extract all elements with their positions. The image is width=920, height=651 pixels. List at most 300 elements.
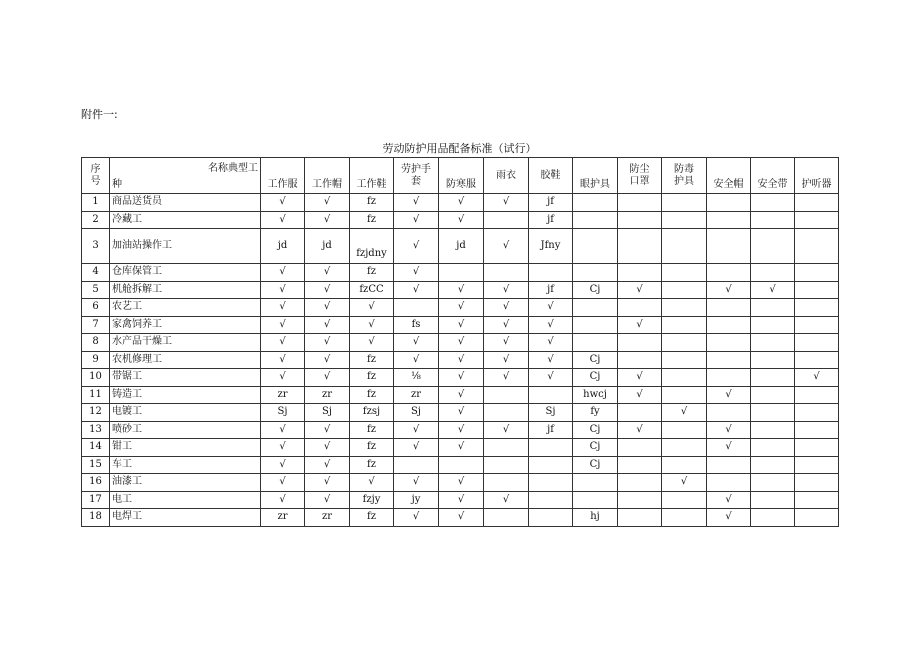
row-equipment-cell (795, 491, 839, 509)
row-equipment-cell (484, 509, 529, 527)
header-seq (82, 158, 110, 194)
header-ear-protect: 护听器 (795, 158, 839, 194)
row-equipment-cell (751, 474, 795, 492)
row-equipment-cell (751, 264, 795, 282)
row-equipment-cell: √ (618, 421, 662, 439)
row-equipment-cell: fz (350, 456, 394, 474)
row-equipment-cell: ⅛ (394, 369, 439, 387)
row-equipment-cell: fzsj (350, 404, 394, 422)
row-equipment-cell: √ (529, 369, 573, 387)
row-equipment-cell: √ (439, 404, 484, 422)
row-equipment-cell: fy (573, 404, 618, 422)
row-equipment-cell: hwcj (573, 386, 618, 404)
row-seq-cell: 2 (82, 211, 110, 229)
row-job-name-cell: 电工 (110, 491, 261, 509)
row-seq-cell: 1 (82, 194, 110, 212)
row-equipment-cell (662, 386, 707, 404)
table-row (82, 316, 839, 334)
row-equipment-cell (573, 229, 618, 264)
row-equipment-cell: fz (350, 421, 394, 439)
row-equipment-cell (529, 439, 573, 457)
row-equipment-cell: √ (484, 299, 529, 317)
row-equipment-cell (618, 194, 662, 212)
row-seq-cell: 14 (82, 439, 110, 457)
header-dust-mask-line1: 防尘 (629, 163, 650, 175)
row-equipment-cell: √ (394, 334, 439, 352)
row-equipment-cell (795, 509, 839, 527)
row-equipment-cell (662, 509, 707, 527)
header-dust-mask (618, 158, 662, 194)
row-equipment-cell (795, 386, 839, 404)
row-job-name-cell: 钳工 (110, 439, 261, 457)
row-equipment-cell: zr (305, 386, 350, 404)
row-equipment-cell (484, 386, 529, 404)
row-equipment-cell: fzCC (350, 281, 394, 299)
row-equipment-cell: √ (305, 194, 350, 212)
row-equipment-cell (751, 404, 795, 422)
row-equipment-cell (707, 474, 751, 492)
row-equipment-cell: Cj (573, 281, 618, 299)
table-row (82, 351, 839, 369)
row-equipment-cell (707, 299, 751, 317)
row-equipment-cell (751, 491, 795, 509)
header-gas-protect (662, 158, 707, 194)
row-equipment-cell: Cj (573, 456, 618, 474)
row-equipment-cell (795, 316, 839, 334)
row-equipment-cell (751, 316, 795, 334)
row-equipment-cell: √ (350, 334, 394, 352)
row-job-name-cell: 电镀工 (110, 404, 261, 422)
row-equipment-cell: √ (261, 281, 305, 299)
row-equipment-cell (618, 211, 662, 229)
table-row (82, 509, 839, 527)
row-equipment-cell: √ (439, 299, 484, 317)
row-equipment-cell (751, 421, 795, 439)
row-job-name-cell: 油漆工 (110, 474, 261, 492)
row-equipment-cell (573, 264, 618, 282)
row-seq-cell: 15 (82, 456, 110, 474)
row-equipment-cell (662, 369, 707, 387)
row-equipment-cell: √ (305, 456, 350, 474)
row-equipment-cell: √ (305, 299, 350, 317)
row-equipment-cell: √ (529, 351, 573, 369)
row-equipment-cell (573, 491, 618, 509)
row-equipment-cell (662, 281, 707, 299)
row-seq-cell: 13 (82, 421, 110, 439)
row-equipment-cell (707, 229, 751, 264)
row-equipment-cell (529, 456, 573, 474)
row-equipment-cell (573, 211, 618, 229)
row-equipment-cell (618, 404, 662, 422)
row-job-name-cell: 水产品干燥工 (110, 334, 261, 352)
row-equipment-cell: fz (350, 264, 394, 282)
row-equipment-cell (795, 264, 839, 282)
row-equipment-cell: √ (484, 316, 529, 334)
row-equipment-cell (529, 474, 573, 492)
row-equipment-cell (618, 456, 662, 474)
table-row (82, 404, 839, 422)
table-row (82, 194, 839, 212)
row-equipment-cell (529, 509, 573, 527)
row-equipment-cell (618, 439, 662, 457)
row-equipment-cell (618, 299, 662, 317)
row-equipment-cell (662, 421, 707, 439)
row-equipment-cell: fz (350, 386, 394, 404)
row-job-name-cell: 商品送货员 (110, 194, 261, 212)
row-equipment-cell: √ (394, 264, 439, 282)
row-job-name-cell: 电焊工 (110, 509, 261, 527)
row-equipment-cell: Sj (394, 404, 439, 422)
row-equipment-cell (751, 369, 795, 387)
table-row (82, 229, 839, 264)
row-seq-cell: 16 (82, 474, 110, 492)
row-equipment-cell (795, 194, 839, 212)
row-equipment-cell: zr (261, 386, 305, 404)
row-equipment-cell (394, 299, 439, 317)
row-seq-cell: 8 (82, 334, 110, 352)
header-dust-mask-line2: 口罩 (629, 175, 650, 187)
row-equipment-cell: Cj (573, 421, 618, 439)
header-gloves-line2: 套 (411, 175, 421, 187)
row-equipment-cell (751, 439, 795, 457)
row-equipment-cell (707, 316, 751, 334)
row-equipment-cell (795, 229, 839, 264)
row-equipment-cell (662, 334, 707, 352)
row-equipment-cell: √ (707, 491, 751, 509)
row-job-name-cell: 家禽饲养工 (110, 316, 261, 334)
row-equipment-cell: jd (305, 229, 350, 264)
row-equipment-cell: Cj (573, 439, 618, 457)
row-equipment-cell: fz (350, 509, 394, 527)
header-safety-belt: 安全带 (751, 158, 795, 194)
row-equipment-cell: √ (305, 351, 350, 369)
row-equipment-cell: fz (350, 369, 394, 387)
row-equipment-cell (751, 509, 795, 527)
row-equipment-cell: √ (484, 194, 529, 212)
row-equipment-cell (751, 386, 795, 404)
row-equipment-cell: √ (261, 474, 305, 492)
row-equipment-cell: √ (484, 229, 529, 264)
row-equipment-cell: jy (394, 491, 439, 509)
row-equipment-cell: √ (305, 316, 350, 334)
row-job-name-cell: 车工 (110, 456, 261, 474)
row-equipment-cell (795, 334, 839, 352)
row-equipment-cell: √ (439, 421, 484, 439)
row-equipment-cell: √ (261, 491, 305, 509)
row-equipment-cell: √ (484, 369, 529, 387)
row-equipment-cell (618, 474, 662, 492)
row-equipment-cell: √ (305, 474, 350, 492)
row-seq-cell: 11 (82, 386, 110, 404)
row-equipment-cell: √ (261, 421, 305, 439)
row-equipment-cell (751, 334, 795, 352)
row-equipment-cell: Cj (573, 351, 618, 369)
row-equipment-cell (707, 456, 751, 474)
row-equipment-cell: zr (394, 386, 439, 404)
row-equipment-cell: √ (707, 509, 751, 527)
row-equipment-cell: √ (261, 439, 305, 457)
row-equipment-cell: √ (439, 474, 484, 492)
row-equipment-cell: √ (305, 281, 350, 299)
row-equipment-cell: √ (261, 299, 305, 317)
row-job-name-cell: 铸造工 (110, 386, 261, 404)
row-equipment-cell: √ (484, 334, 529, 352)
row-equipment-cell: fzjdny (350, 229, 394, 264)
row-equipment-cell (484, 474, 529, 492)
row-equipment-cell (529, 264, 573, 282)
row-equipment-cell: fs (394, 316, 439, 334)
row-equipment-cell (484, 439, 529, 457)
row-equipment-cell: Jfny (529, 229, 573, 264)
row-equipment-cell: fz (350, 439, 394, 457)
table-row (82, 369, 839, 387)
row-equipment-cell: √ (484, 421, 529, 439)
row-equipment-cell: √ (305, 334, 350, 352)
row-equipment-cell (484, 404, 529, 422)
document-title: 劳动防护用品配备标准（试行） (382, 142, 537, 155)
row-equipment-cell: Sj (529, 404, 573, 422)
row-equipment-cell: Sj (305, 404, 350, 422)
row-equipment-cell: √ (394, 421, 439, 439)
row-equipment-cell (484, 264, 529, 282)
row-equipment-cell: √ (394, 351, 439, 369)
row-equipment-cell: √ (350, 316, 394, 334)
row-equipment-cell (795, 456, 839, 474)
row-equipment-cell: √ (439, 439, 484, 457)
row-equipment-cell (795, 281, 839, 299)
row-equipment-cell (484, 456, 529, 474)
header-raincoat: 雨衣 (484, 158, 529, 194)
row-equipment-cell (573, 334, 618, 352)
row-equipment-cell (662, 491, 707, 509)
row-equipment-cell: fz (350, 194, 394, 212)
row-equipment-cell (573, 474, 618, 492)
row-equipment-cell: √ (439, 281, 484, 299)
row-seq-cell: 3 (82, 229, 110, 264)
row-equipment-cell: √ (707, 281, 751, 299)
table-row (82, 299, 839, 317)
row-equipment-cell: √ (529, 334, 573, 352)
row-equipment-cell (707, 404, 751, 422)
row-equipment-cell (795, 299, 839, 317)
header-gloves (394, 158, 439, 194)
row-equipment-cell: jf (529, 421, 573, 439)
row-equipment-cell: jf (529, 194, 573, 212)
row-equipment-cell (618, 334, 662, 352)
row-equipment-cell (707, 334, 751, 352)
row-equipment-cell: √ (795, 369, 839, 387)
row-equipment-cell: √ (662, 404, 707, 422)
row-equipment-cell: Sj (261, 404, 305, 422)
table-row (82, 456, 839, 474)
row-equipment-cell: √ (261, 211, 305, 229)
row-equipment-cell: √ (261, 351, 305, 369)
row-equipment-cell: √ (707, 439, 751, 457)
row-equipment-cell: √ (305, 211, 350, 229)
header-seq-line1: 序 (90, 163, 101, 175)
header-gas-protect-line2: 护具 (674, 175, 694, 187)
row-equipment-cell: √ (439, 351, 484, 369)
row-equipment-cell: √ (439, 316, 484, 334)
row-equipment-cell: jf (529, 211, 573, 229)
row-equipment-cell (529, 386, 573, 404)
row-equipment-cell (795, 404, 839, 422)
header-seq-line2: 号 (90, 175, 101, 187)
table-row (82, 491, 839, 509)
row-equipment-cell (662, 264, 707, 282)
row-equipment-cell (795, 474, 839, 492)
row-seq-cell: 5 (82, 281, 110, 299)
row-equipment-cell (751, 299, 795, 317)
row-equipment-cell (484, 211, 529, 229)
table-row (82, 334, 839, 352)
row-equipment-cell: jd (439, 229, 484, 264)
row-equipment-cell: √ (484, 351, 529, 369)
row-job-name-cell: 农艺工 (110, 299, 261, 317)
table-row (82, 421, 839, 439)
row-job-name-cell: 机舱拆解工 (110, 281, 261, 299)
row-equipment-cell (618, 229, 662, 264)
attachment-label: 附件一: (81, 108, 118, 121)
row-equipment-cell (573, 299, 618, 317)
row-equipment-cell (795, 351, 839, 369)
row-equipment-cell: √ (439, 386, 484, 404)
row-equipment-cell: √ (439, 194, 484, 212)
row-equipment-cell: √ (261, 316, 305, 334)
row-equipment-cell: √ (439, 369, 484, 387)
table-row (82, 474, 839, 492)
row-equipment-cell: √ (261, 334, 305, 352)
row-equipment-cell: √ (261, 194, 305, 212)
row-equipment-cell: √ (305, 264, 350, 282)
row-equipment-cell: √ (305, 491, 350, 509)
row-equipment-cell (573, 194, 618, 212)
row-equipment-cell (751, 456, 795, 474)
row-equipment-cell: fzjy (350, 491, 394, 509)
header-gas-protect-line1: 防毒 (674, 163, 694, 175)
row-job-name-cell: 喷砂工 (110, 421, 261, 439)
row-equipment-cell: √ (394, 229, 439, 264)
row-equipment-cell: √ (439, 491, 484, 509)
row-equipment-cell: √ (261, 369, 305, 387)
row-equipment-cell (751, 229, 795, 264)
row-seq-cell: 4 (82, 264, 110, 282)
row-equipment-cell (573, 316, 618, 334)
row-equipment-cell: √ (439, 211, 484, 229)
row-equipment-cell (707, 194, 751, 212)
header-work-clothes: 工作服 (261, 158, 305, 194)
row-equipment-cell (618, 491, 662, 509)
header-name-line2: 种 (112, 179, 122, 190)
row-seq-cell: 6 (82, 299, 110, 317)
row-seq-cell: 12 (82, 404, 110, 422)
row-equipment-cell: √ (439, 509, 484, 527)
row-equipment-cell: fz (350, 211, 394, 229)
row-equipment-cell: √ (618, 386, 662, 404)
row-equipment-cell: √ (305, 369, 350, 387)
row-equipment-cell: hj (573, 509, 618, 527)
header-work-cap: 工作帽 (305, 158, 350, 194)
row-equipment-cell (707, 264, 751, 282)
header-rubber-shoes: 胶鞋 (529, 158, 573, 194)
row-equipment-cell: √ (662, 474, 707, 492)
row-equipment-cell: √ (707, 421, 751, 439)
row-equipment-cell (662, 351, 707, 369)
row-job-name-cell: 农机修理工 (110, 351, 261, 369)
row-equipment-cell (394, 456, 439, 474)
row-equipment-cell: √ (618, 281, 662, 299)
row-equipment-cell: √ (707, 386, 751, 404)
row-equipment-cell (662, 211, 707, 229)
row-equipment-cell (662, 229, 707, 264)
header-helmet: 安全帽 (707, 158, 751, 194)
row-seq-cell: 9 (82, 351, 110, 369)
row-equipment-cell: √ (439, 334, 484, 352)
row-equipment-cell: √ (394, 194, 439, 212)
row-equipment-cell: √ (394, 211, 439, 229)
row-seq-cell: 17 (82, 491, 110, 509)
row-equipment-cell (795, 421, 839, 439)
row-equipment-cell: √ (394, 474, 439, 492)
row-equipment-cell: zr (305, 509, 350, 527)
row-equipment-cell: √ (618, 369, 662, 387)
row-equipment-cell (662, 194, 707, 212)
row-equipment-cell (751, 194, 795, 212)
table-row (82, 211, 839, 229)
header-row (82, 158, 839, 194)
ppe-standard-table (81, 157, 839, 527)
row-equipment-cell (662, 299, 707, 317)
table-row (82, 264, 839, 282)
row-equipment-cell: Cj (573, 369, 618, 387)
row-equipment-cell (795, 439, 839, 457)
row-equipment-cell: √ (484, 491, 529, 509)
row-equipment-cell (707, 369, 751, 387)
row-equipment-cell (662, 439, 707, 457)
row-equipment-cell: zr (261, 509, 305, 527)
header-name-line1: 名称典型工 (208, 163, 258, 174)
row-equipment-cell: fz (350, 351, 394, 369)
table-row (82, 386, 839, 404)
header-gloves-line1: 劳护手 (401, 163, 431, 175)
row-equipment-cell: √ (261, 264, 305, 282)
row-equipment-cell (439, 456, 484, 474)
row-equipment-cell: √ (618, 316, 662, 334)
row-job-name-cell: 带锯工 (110, 369, 261, 387)
row-equipment-cell (529, 491, 573, 509)
row-equipment-cell (439, 264, 484, 282)
row-equipment-cell: √ (261, 456, 305, 474)
row-equipment-cell (618, 509, 662, 527)
row-equipment-cell: √ (305, 439, 350, 457)
row-equipment-cell (618, 264, 662, 282)
row-equipment-cell (751, 211, 795, 229)
row-equipment-cell: √ (529, 316, 573, 334)
header-eye-protect: 眼护具 (573, 158, 618, 194)
table-row (82, 439, 839, 457)
row-seq-cell: 7 (82, 316, 110, 334)
header-cold-clothes: 防寒服 (439, 158, 484, 194)
row-equipment-cell: √ (751, 281, 795, 299)
row-seq-cell: 18 (82, 509, 110, 527)
row-equipment-cell: √ (305, 421, 350, 439)
row-job-name-cell: 加油站操作工 (110, 229, 261, 264)
row-equipment-cell: √ (484, 281, 529, 299)
row-equipment-cell: √ (394, 509, 439, 527)
header-work-shoes: 工作鞋 (350, 158, 394, 194)
row-equipment-cell (707, 211, 751, 229)
row-equipment-cell (662, 316, 707, 334)
